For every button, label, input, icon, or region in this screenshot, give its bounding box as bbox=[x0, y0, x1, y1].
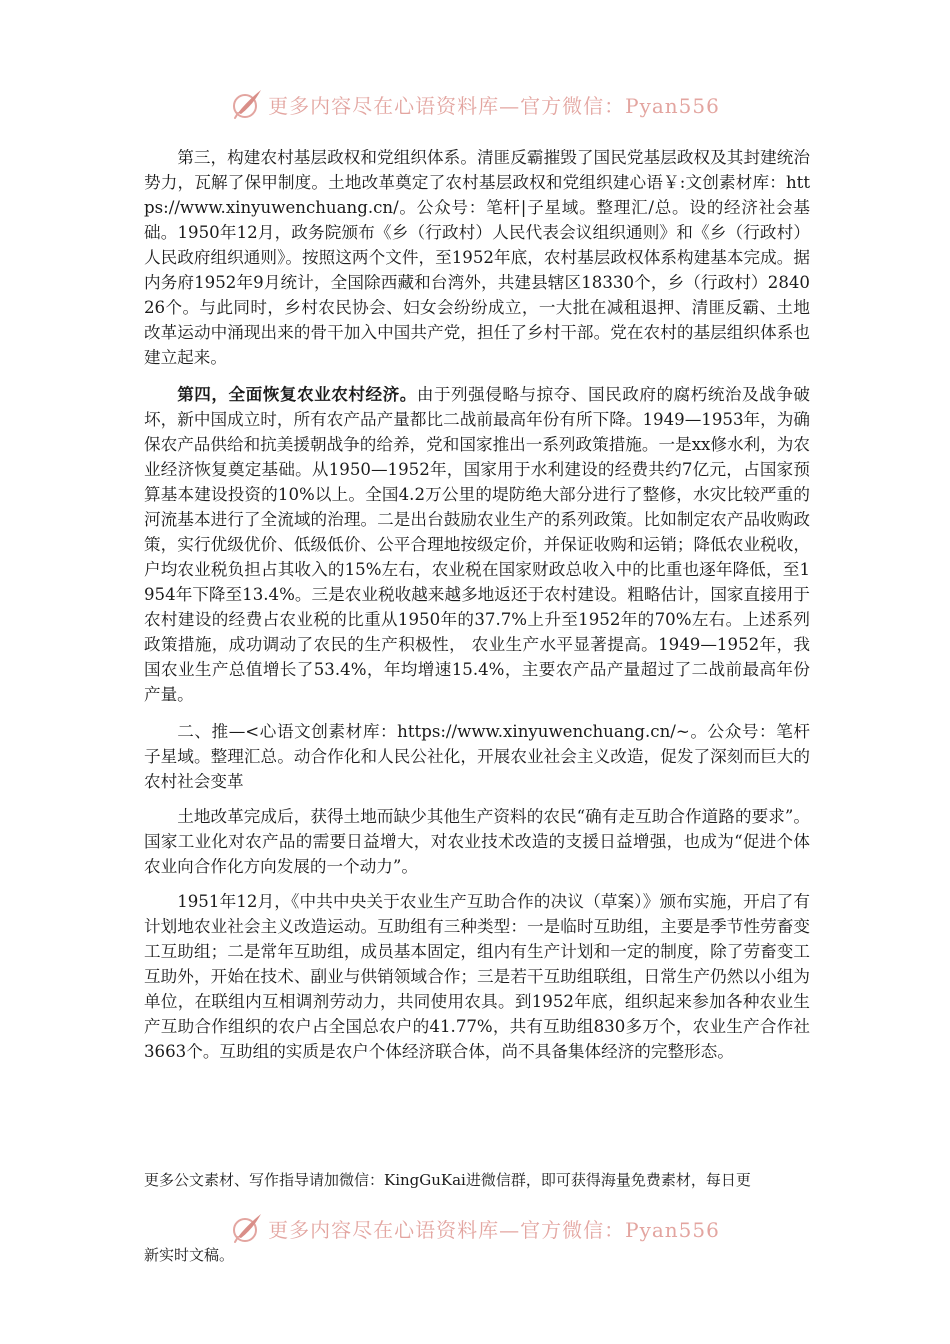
footer-promo-line: 更多公文素材、写作指导请加微信：KingGuKai进微信群，即可获得海量免费素材，每日更 bbox=[144, 1171, 751, 1189]
watermark-banner-bottom bbox=[0, 1208, 950, 1248]
paragraph-text: 1951年12月，《中共中央关于农业生产互助合作的决议（草案）》颁布实施，开启了有计划地农业社会主义改造运动。互助组有三种类型：一是临时互助组，主要是季节性劳畜变工互助组；二是常年互助组，成员基本固定，组内有生产计划和一定的制度，除了劳畜变工互助外，开始在技术、副业与供销领域合作；三是若干互助组联组，日常生产仍然以小组为单位，在联组内互相调剂劳动力，共同使用农具。到1952年底，组织起来参加各种农业生产互助合作组织的农户占全国总农户的41.77%，共有互助组830多万个，农业生产合作社3663个。互助组的实质是农户个体经济联合体，尚不具备集体经济的完整形态。 bbox=[144, 892, 810, 1061]
paragraph-text: 二、推—<心语文创素材库：https://www.xinyuwenchuang.cn/~。公众号：笔杆子星域。整理汇总。动合作化和人民公社化，开展农业社会主义改造，促发了深刻而巨大的农村社会变革 bbox=[144, 722, 810, 791]
paragraph-text: 第三，构建农村基层政权和党组织体系。清匪反霸摧毁了国民党基层政权及其封建统治势力，瓦解了保甲制度。土地改革奠定了农村基层政权和党组织建心语￥:文创素材库：https://www.xinyuwenchuang.cn/。公众号：笔杆|子星域。整理汇/总。设的经济社会基础。1950年12月，政务院颁布《乡（行政村）人民代表会议组织通则》和《乡（行政村）人民政府组织通则》。按照这两个文件，至1952年底，农村基层政权体系构建基本完成。据内务府1952年9月统计，全国除西藏和台湾外，共建县辖区18330个，乡（行政村）284026个。与此同时，乡村农民协会、妇女会纷纷成立，一大批在减租退押、清匪反霸、土地改革运动中涌现出来的骨干加入中国共产党，担任了乡村干部。党在农村的基层组织体系也建立起来。 bbox=[144, 148, 810, 367]
section-heading-cooperativization bbox=[144, 719, 810, 794]
paragraph-text: 土地改革完成后，获得土地而缺少其他生产资料的农民“确有走互助合作道路的要求”。国家工业化对农产品的需要日益增大，对农业技术改造的支援日益增强，也成为“促进个体农业向合作化方向发展的一个动力”。 bbox=[144, 807, 810, 876]
paragraph-land-reform-aftermath bbox=[144, 804, 810, 879]
quill-pen-icon bbox=[230, 1211, 264, 1245]
footer-promo-line-continued: 新实时文稿。 bbox=[144, 1246, 235, 1264]
watermark-text: 更多内容尽在心语资料库—官方微信：Pyan556 bbox=[268, 1217, 720, 1242]
paragraph-mutual-aid-groups bbox=[144, 889, 810, 1064]
paragraph-lead-heading: 第四，全面恢复农业农村经济。 bbox=[177, 384, 417, 404]
paragraph-text: 由于列强侵略与掠夺、国民政府的腐朽统治及战争破坏，新中国成立时，所有农产品产量都比二战前最高年份有所下降。1949—1953年，为确保农产品供给和抗美援朝战争的给养，党和国家推出一系列政策措施。一是xx修水利，为农业经济恢复奠定基础。从1950—1952年，国家用于水利建设的经费共约7亿元，占国家预算基本建设投资的10%以上。全国4.2万公里的堤防绝大部分进行了整修，水灾比较严重的河流基本进行了全流域的治理。二是出台鼓励农业生产的系列政策。比如制定农产品收购政策，实行优级优价、低级低价、公平合理地按级定价，并保证收购和运销；降低农业税收，户均农业税负担占其收入的15%左右，农业税在国家财政总收入中的比重也逐年降低，至1954年下降至13.4%。三是农业税收越来越多地返还于农村建设。粗略估计，国家直接用于农村建设的经费占农业税的比重从1950年的37.7%上升至1952年的70%左右。上述系列政策措施，成功调动了农民的生产积极性， 农业生产水平显著提高。1949—1952年，我国农业生产总值增长了53.4%，年均增速15.4%，主要农产品产量超过了二战前最高年份产量。 bbox=[144, 385, 810, 704]
paragraph-agricultural-recovery bbox=[144, 382, 810, 707]
watermark-text: 更多内容尽在心语资料库—官方微信：Pyan556 bbox=[268, 93, 720, 118]
quill-pen-icon bbox=[230, 87, 264, 121]
paragraph-rural-governance bbox=[144, 145, 810, 370]
document-body bbox=[144, 145, 810, 1076]
watermark-banner-top bbox=[0, 84, 950, 124]
